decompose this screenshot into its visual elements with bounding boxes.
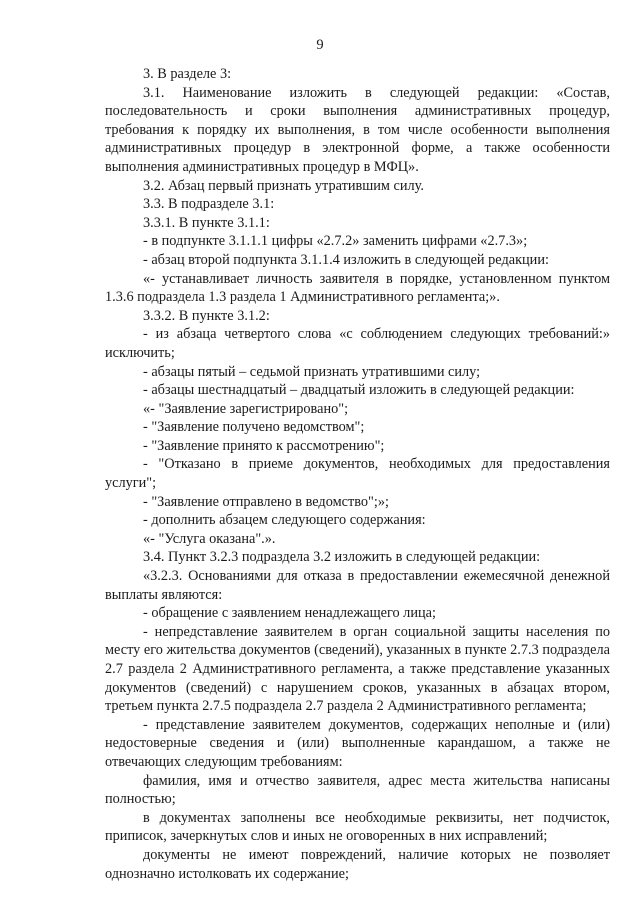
- paragraph: - "Заявление принято к рассмотрению";: [143, 437, 385, 454]
- paragraph: - непредставление заявителем в орган социальной защиты населения по месту его жительства документов (сведений), указанных в пункте 2.7.3 подраздела 2.7 раздела 2 Административного регламента, а также представление указанных документов (сведений) с нарушением сроков, указанных в абзацах втором, третьем пункта 2.7.5 подраздела 2.7 раздела 2 Административного регламента;: [105, 623, 610, 715]
- paragraph: документы не имеют повреждений, наличие которых не позволяет однозначно истолковать их содержание;: [105, 846, 610, 882]
- paragraph: в документах заполнены все необходимые реквизиты, нет подчисток, приписок, зачеркнутых слов и иных не оговоренных в них исправлений;: [105, 809, 610, 845]
- paragraph: - "Заявление получено ведомством";: [143, 419, 365, 436]
- paragraph: - дополнить абзацем следующего содержания:: [143, 512, 426, 529]
- paragraph: 3.1. Наименование изложить в следующей редакции: «Состав, последовательность и сроки выполнения административных процедур, требования к порядку их выполнения, в том числе особенности выполнения административных процедур в электронной форме, а также особенности выполнения административных процедур в МФЦ».: [105, 84, 610, 175]
- paragraph: «- "Услуга оказана".».: [143, 530, 276, 547]
- paragraph: 3. В разделе 3:: [143, 66, 232, 82]
- paragraph: фамилия, имя и отчество заявителя, адрес места жительства написаны полностью;: [105, 772, 610, 808]
- paragraph: 3.4. Пункт 3.2.3 подраздела 3.2 изложить в следующей редакции:: [143, 549, 541, 566]
- paragraph: - обращение с заявлением ненадлежащего лица;: [143, 605, 436, 622]
- paragraph: - в подпункте 3.1.1.1 цифры «2.7.2» заменить цифрами «2.7.3»;: [143, 233, 528, 250]
- paragraph: 3.3.2. В пункте 3.1.2:: [143, 307, 270, 324]
- paragraph: 3.3.1. В пункте 3.1.1:: [143, 214, 270, 231]
- paragraph: - абзац второй подпункта 3.1.1.4 изложить в следующей редакции:: [143, 251, 549, 268]
- paragraph: - абзацы шестнадцатый – двадцатый изложить в следующей редакции:: [143, 382, 575, 399]
- document-body: [105, 65, 610, 883]
- paragraph: - из абзаца четвертого слова «с соблюдением следующих требований:» исключить;: [105, 326, 610, 361]
- page-number: 9: [316, 37, 324, 53]
- paragraph: - абзацы пятый – седьмой признать утратившими силу;: [143, 363, 481, 380]
- paragraph: «- устанавливает личность заявителя в порядке, установленном пунктом 1.3.6 подраздела 1.3 раздела 1 Административного регламента;».: [105, 270, 610, 306]
- paragraph: 3.3. В подразделе 3.1:: [143, 196, 275, 213]
- paragraph: 3.2. Абзац первый признать утратившим силу.: [143, 177, 424, 194]
- paragraph: - "Заявление отправлено в ведомство";»;: [143, 493, 389, 510]
- paragraph: - "Отказано в приеме документов, необходимых для предоставления услуги";: [105, 456, 610, 492]
- paragraph: - представление заявителем документов, содержащих неполные и (или) недостоверные сведения и (или) выполненные карандашом, а также не отвечающих следующим требованиям:: [105, 716, 610, 770]
- paragraph: «3.2.3. Основаниями для отказа в предоставлении ежемесячной денежной выплаты являются:: [105, 568, 610, 603]
- paragraph: «- "Заявление зарегистрировано";: [143, 400, 349, 417]
